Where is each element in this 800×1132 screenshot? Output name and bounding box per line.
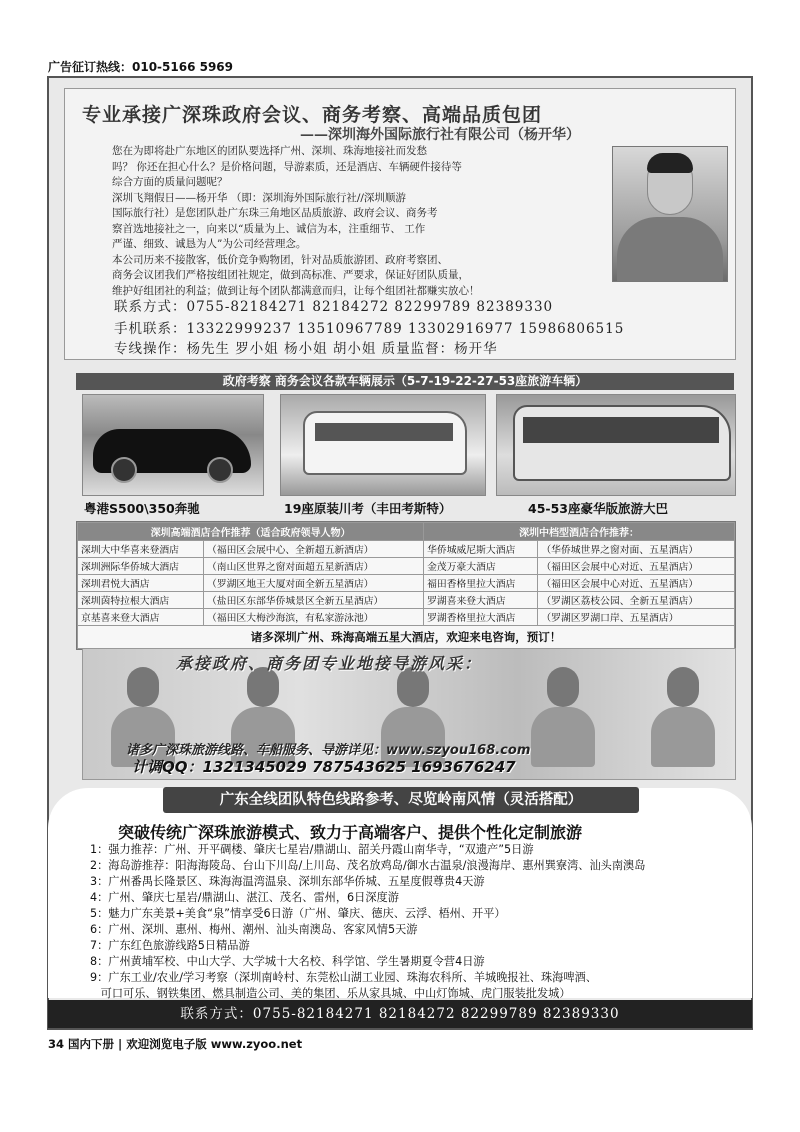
table-row [78, 609, 735, 626]
ad-operators: 专线操作：杨先生 罗小姐 杨小姐 胡小姐 质量监督：杨开华 [114, 341, 498, 357]
guide-photo [523, 667, 603, 767]
hotel-note: （罗湖区地王大厦对面全新五星酒店） [204, 575, 424, 592]
intro-line: 深圳飞翔假日——杨开华 （即：深圳海外国际旅行社//深圳顺游 [112, 191, 406, 204]
list-item: 7：广东红色旅游线路5日精品游 [90, 939, 250, 952]
intro-line: 察首选地接社之一，向来以“质量为上、诚信为本，注重细节、 工作 [112, 222, 426, 235]
vehicle-photo-coach [496, 394, 736, 496]
intro-line: 本公司历来不接散客，低价竞争购物团，针对品质旅游团、政府考察团、 [112, 253, 448, 266]
person-body [651, 707, 715, 767]
bus-shape [303, 411, 467, 475]
hotel-name: 罗湖喜来登大酒店 [424, 592, 538, 609]
routes-bar: 广东全线团队特色线路参考、尽览岭南风情（灵活搭配） [163, 787, 639, 813]
hotel-note: （南山区世界之窗对面超五星新酒店） [204, 558, 424, 575]
ad-intro [112, 144, 612, 299]
ad-mobile-phones: 手机联系：13322999237 13510967789 13302916977 15986806515 [114, 321, 625, 337]
routes-list [90, 842, 740, 1002]
ad-contact-phones: 联系方式：0755-82184271 82184272 82299789 82389330 [114, 299, 554, 315]
intro-line: 您在为即将赴广东地区的团队要选择广州、深圳、珠海地接社而发愁 [112, 145, 427, 157]
table-row [78, 558, 735, 575]
tour-heading: 承接政府、商务团专业地接导游风采： [176, 654, 483, 673]
person-body [531, 707, 595, 767]
tour-qq-line: 计调QQ：1321345029 787543625 1693676247 [132, 758, 516, 776]
person-head [547, 667, 579, 707]
hotel-name: 深圳君悦大酒店 [78, 575, 204, 592]
hotel-note: （福田区会展中心对近、五星酒店） [538, 558, 735, 575]
vehicle-label: 粤港S500\350奔驰 [84, 501, 200, 516]
coach-shape [513, 405, 731, 481]
wheel [207, 457, 233, 483]
ad-hotline: 广告征订热线：010-5166 5969 [48, 60, 234, 74]
vehicle-photo-coaster [280, 394, 486, 496]
hotel-note: （罗湖区罗湖口岸、五星酒店） [538, 609, 735, 626]
car-shape [93, 429, 251, 473]
hotel-name: 京基喜来登大酒店 [78, 609, 204, 626]
hotel-footer: 诸多深圳广州、珠海高端五星大酒店，欢迎来电咨询，预订！ [78, 626, 735, 649]
person-head [127, 667, 159, 707]
list-item: 1：强力推荐：广州、开平碉楼、肇庆七星岩/鼎湖山、韶关丹霞山南华寺，“双遗产”5日游 [90, 843, 534, 856]
bus-window [315, 423, 453, 441]
hotel-note: （福田区会展中心、全新超五新酒店） [204, 541, 424, 558]
page-footer: 34 国内下册 | 欢迎浏览电子版 www.zyoo.net [48, 1037, 303, 1051]
ad-title: 专业承接广深珠政府会议、商务考察、高端品质包团 [82, 104, 543, 126]
list-item: 4：广州、肇庆七星岩/鼎湖山、湛江、茂名、雷州，6日深度游 [90, 891, 399, 904]
vehicle-label: 19座原装川考（丰田考斯特） [284, 501, 452, 516]
table-row [78, 592, 735, 609]
hotel-grid [77, 522, 735, 649]
hotel-name: 华侨城威尼斯大酒店 [424, 541, 538, 558]
routes-heading: 突破传统广深珠旅游模式、致力于高端客户、提供个性化定制旅游 [118, 823, 583, 842]
list-item: 6：广州、深圳、惠州、梅州、潮州、汕头南澳岛、客家风情5天游 [90, 923, 418, 936]
hotel-header-row [78, 523, 735, 541]
list-item: 9：广东工业/农业/学习考察（深圳南岭村、东莞松山湖工业园、珠海农科所、羊城晚报社、珠海啤酒、 [90, 971, 597, 984]
list-item: 可口可乐、钢铁集团、燃具制造公司、美的集团、乐从家具城、中山灯饰城、虎门服装批发城） [90, 987, 571, 1000]
intro-line: 维护好组团社的利益；做到让每个团队都满意而归，让每个组团社都赚实放心！ [112, 284, 480, 297]
portrait-hair [647, 153, 693, 173]
vehicle-photo-benz [82, 394, 264, 496]
hotel-note: （福田区会展中心对近、五星酒店） [538, 575, 735, 592]
hotel-name: 福田香格里拉大酒店 [424, 575, 538, 592]
bottom-contact-bar: 联系方式：0755-82184271 82184272 82299789 82389330 [48, 1000, 752, 1028]
hotel-note: （福田区大梅沙海滨，有私家游泳池） [204, 609, 424, 626]
hotel-table [76, 521, 736, 650]
portrait-body [617, 217, 723, 281]
intro-line: 综合方面的质量问题呢？ [112, 176, 228, 188]
hotel-name: 金茂万豪大酒店 [424, 558, 538, 575]
hotel-left-header: 深圳高端酒店合作推荐（适合政府领导人物） [78, 523, 424, 541]
ad-subtitle: ——深圳海外国际旅行社有限公司（杨开华） [300, 127, 580, 143]
hotel-name: 深圳大中华喜来登酒店 [78, 541, 204, 558]
intro-line: 严谨、细致、诚恳为人”为公司经营理念。 [112, 238, 307, 250]
vehicle-label: 45-53座豪华版旅游大巴 [528, 501, 668, 516]
hotel-footer-row [78, 626, 735, 649]
hotel-name: 罗湖香格里拉大酒店 [424, 609, 538, 626]
intro-line: 商务会议团我们严格按组团社规定，做到高标准、严要求，保证好团队质量， [112, 269, 469, 281]
list-item: 8：广州黄埔军校、中山大学、大学城十大名校、科学馆、学生暑期夏令营4日游 [90, 955, 485, 968]
intro-line: 吗？ 你还在担心什么？是价格问题，导游素质，还是酒店、车辆硬件接待等 [112, 160, 462, 173]
intro-line: 国际旅行社）是您团队赴广东珠三角地区品质旅游、政府会议、商务考 [112, 207, 438, 219]
table-row [78, 575, 735, 592]
portrait-photo [612, 146, 728, 282]
hotel-right-header: 深圳中档型酒店合作推荐： [424, 523, 735, 541]
list-item: 2：海岛游推荐：阳海海陵岛、台山下川岛/上川岛、茂名放鸡岛/御水古温泉/浪漫海岸、惠州巽寮湾、汕头南澳岛 [90, 859, 646, 872]
list-item: 3：广州番禺长隆景区、珠海海温湾温泉、深圳东部华侨城、五星度假尊贵4天游 [90, 875, 485, 888]
tour-website-line: 诸多广深珠旅游线路、车船服务、导游详见：www.szyou168.com [126, 743, 531, 758]
hotel-name: 深圳茵特拉根大酒店 [78, 592, 204, 609]
list-item: 5：魅力广东美景+美食“泉”情享受6日游（广州、肇庆、德庆、云浮、梧州、开平） [90, 907, 506, 920]
wheel [111, 457, 137, 483]
hotel-note: （罗湖区荔枝公园、全新五星酒店） [538, 592, 735, 609]
hotel-note: （盐田区东部华侨城景区全新五星酒店） [204, 592, 424, 609]
table-row [78, 541, 735, 558]
coach-window [523, 417, 719, 443]
hotel-note: （华侨城世界之窗对面、五星酒店） [538, 541, 735, 558]
guide-photo [643, 667, 723, 767]
vehicle-section-header: 政府考察 商务会议各款车辆展示（5-7-19-22-27-53座旅游车辆） [76, 373, 734, 390]
hotel-name: 深圳洲际华侨城大酒店 [78, 558, 204, 575]
person-head [667, 667, 699, 707]
